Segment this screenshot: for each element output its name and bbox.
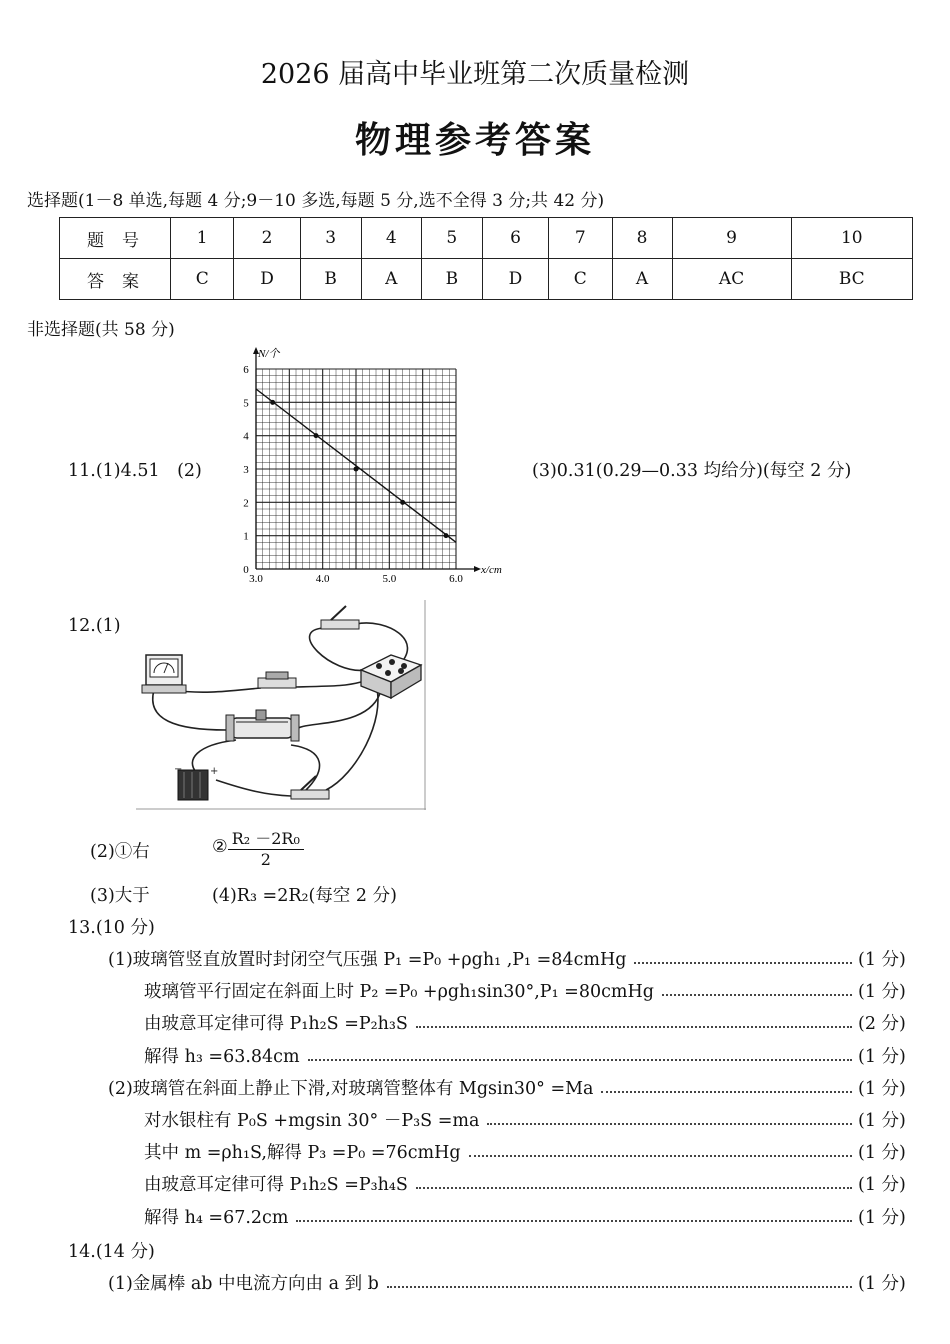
table-cell: B (421, 259, 482, 300)
row-label-answer: 答案 (60, 259, 171, 300)
score-label: (1 分) (858, 982, 906, 1003)
circle-number: ② (212, 837, 228, 857)
score-label: (1 分) (858, 1207, 906, 1228)
y-tick-label: 3 (243, 464, 249, 476)
answer-line-text: 解得 h₄ =67.2cm (144, 1207, 289, 1228)
x-tick-label: 6.0 (449, 573, 463, 585)
dotted-leader (487, 1123, 852, 1125)
score-label: (1 分) (858, 1143, 906, 1164)
answer-line-text: 玻璃管平行固定在斜面上时 P₂ =P₀ +ρgh₁sin30°,P₁ =80cmHg (144, 982, 654, 1003)
table-cell: 3 (300, 218, 361, 259)
y-tick-label: 1 (243, 530, 249, 543)
table-cell: BC (791, 259, 912, 300)
q11-part3: (3)0.31(0.29—0.33 均给分)(每空 2 分) (532, 461, 852, 481)
answer-line-text: (1)玻璃管竖直放置时封闭空气压强 P₁ =P₀ +ρgh₁ ,P₁ =84cmHg (108, 950, 627, 970)
dotted-leader (469, 1155, 852, 1157)
data-point (354, 467, 359, 472)
q12-part4: (4)R₃ =2R₂(每空 2 分) (212, 886, 397, 906)
x-axis-arrow (474, 566, 481, 572)
table-cell: B (300, 259, 361, 300)
switch-top (321, 606, 359, 629)
svg-text:+: + (210, 766, 219, 777)
score-label: (1 分) (858, 1274, 906, 1294)
q13-label: 13.(10 分) (68, 918, 155, 938)
table-cell: 5 (421, 218, 482, 259)
score-label: (1 分) (858, 1078, 906, 1099)
table-cell: A (612, 259, 672, 300)
table-cell: 4 (361, 218, 421, 259)
fraction-numerator: R₂ －2R₀ (228, 826, 304, 850)
circuit-diagram (136, 600, 426, 810)
answer-line-text: 由玻意耳定律可得 P₁h₂S =P₃h₄S (144, 1175, 408, 1196)
y-tick-label: 4 (243, 430, 249, 443)
table-cell: 6 (482, 218, 548, 259)
answer-line-text: (1)金属棒 ab 中电流方向由 a 到 b (108, 1274, 379, 1294)
answer-line-text: 其中 m =ρh₁S,解得 P₃ =P₀ =76cmHg (144, 1143, 461, 1164)
chart-axes (253, 347, 481, 572)
data-point (270, 400, 275, 405)
q12-part2-formula (212, 826, 304, 869)
y-tick-label: 0 (243, 564, 249, 576)
table-cell: AC (672, 259, 791, 300)
y-axis-label: N/个 (258, 348, 280, 360)
table-cell: 7 (549, 218, 612, 259)
table-cell: D (234, 259, 300, 300)
voltmeter (142, 655, 186, 693)
table-cell: A (361, 259, 421, 300)
page-subtitle: 物理参考答案 (354, 120, 595, 161)
q14-label: 14.(14 分) (68, 1242, 155, 1262)
score-label: (1 分) (858, 1046, 906, 1067)
answer-line-text: 对水银柱有 P₀S +mgsin 30° －P₃S =ma (144, 1111, 480, 1131)
answer-table (59, 217, 913, 300)
score-label: (1 分) (858, 1111, 906, 1131)
table-row-answers (60, 259, 913, 300)
fraction-denominator: 2 (260, 850, 271, 869)
score-label: (2 分) (858, 1014, 906, 1035)
q12-part3: (3)大于 (90, 886, 150, 906)
resistance-box (361, 655, 421, 698)
page-title: 2026 届高中毕业班第二次质量检测 (260, 59, 690, 90)
x-tick-label: 5.0 (382, 573, 397, 585)
q12-part2-right: (2)①右 (90, 842, 150, 862)
dotted-leader (662, 994, 852, 996)
switch-bottom (291, 776, 329, 799)
dotted-leader (416, 1026, 852, 1028)
resistor-component (258, 672, 296, 688)
table-cell: C (171, 259, 234, 300)
y-tick-label: 5 (243, 397, 249, 410)
score-label: (1 分) (858, 1175, 906, 1196)
svg-text:−: − (174, 764, 183, 775)
score-label: (1 分) (858, 950, 906, 970)
table-cell: D (482, 259, 548, 300)
dotted-leader (601, 1091, 852, 1093)
table-cell: C (549, 259, 612, 300)
row-label-question: 题号 (60, 218, 171, 259)
dotted-leader (387, 1286, 852, 1288)
choice-intro: 选择题(1－8 单选,每题 4 分;9－10 多选,每题 5 分,选不全得 3 分;共 42 分) (27, 191, 605, 211)
answer-line-text: 解得 h₃ =63.84cm (144, 1046, 300, 1067)
y-tick-label: 6 (243, 364, 249, 376)
table-cell: 10 (791, 218, 912, 259)
x-tick-label: 3.0 (249, 573, 263, 585)
table-cell: 8 (612, 218, 672, 259)
answer-line-text: (2)玻璃管在斜面上静止下滑,对玻璃管整体有 Mgsin30° =Ma (108, 1078, 594, 1099)
q12-label: 12.(1) (68, 616, 121, 636)
q11-chart (238, 344, 512, 590)
dotted-leader (296, 1220, 852, 1222)
rheostat (226, 710, 299, 741)
q11-label: 11.(1)4.51 (2) (68, 461, 202, 481)
answer-line-text: 由玻意耳定律可得 P₁h₂S =P₂h₃S (144, 1014, 408, 1035)
table-cell: 9 (672, 218, 791, 259)
battery (174, 764, 218, 800)
data-point (444, 533, 449, 538)
table-row-numbers (60, 218, 913, 259)
fraction (228, 826, 304, 869)
x-tick-label: 4.0 (315, 573, 330, 585)
data-point (314, 433, 319, 438)
table-cell: 2 (234, 218, 300, 259)
dotted-leader (416, 1187, 852, 1189)
chart-ticks (243, 364, 463, 585)
nonchoice-intro: 非选择题(共 58 分) (27, 320, 175, 340)
y-tick-label: 2 (243, 497, 249, 510)
dotted-leader (308, 1059, 852, 1061)
x-axis-label: x/cm (481, 564, 502, 576)
dotted-leader (634, 962, 852, 964)
table-cell: 1 (171, 218, 234, 259)
data-point (400, 500, 405, 505)
